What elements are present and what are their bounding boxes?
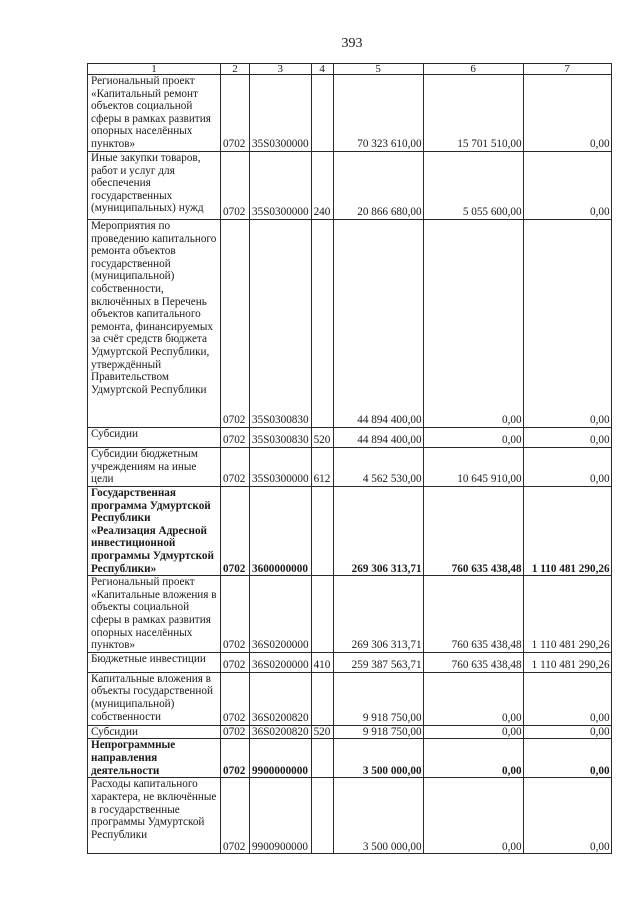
- amount-col7: 0,00: [523, 672, 611, 725]
- table-row: [88, 448, 612, 487]
- amount-col7: 1 110 481 290,26: [523, 487, 611, 576]
- amount-col6: 0,00: [423, 778, 523, 854]
- amount-col7: 0,00: [523, 739, 611, 778]
- amount-col5: 269 306 313,71: [333, 487, 423, 576]
- target-article-code: 35S0300830: [250, 428, 312, 448]
- expense-name: Государственная программа Удмуртской Республики «Реализация Адресной инвестиционной программы Удмуртской Республики»: [88, 487, 221, 576]
- amount-col6: 5 055 600,00: [423, 152, 523, 220]
- column-header: 2: [221, 64, 250, 75]
- expense-type-code: [311, 220, 333, 428]
- target-article-code: 9900900000: [250, 778, 312, 854]
- target-article-code: 36S0200820: [250, 725, 312, 739]
- amount-col5: 70 323 610,00: [333, 75, 423, 152]
- target-article-code: 36S0200000: [250, 652, 312, 672]
- table-row: [88, 672, 612, 725]
- section-code: 0702: [221, 152, 250, 220]
- expense-name: Региональный проект «Капитальные вложения в объекты социальной сферы в рамках развития опорных населённых пунктов»: [88, 576, 221, 653]
- expense-name: Непрограммные направления деятельности: [88, 739, 221, 778]
- expense-type-code: [311, 75, 333, 152]
- amount-col5: 3 500 000,00: [333, 778, 423, 854]
- target-article-code: 9900000000: [250, 739, 312, 778]
- expense-type-code: 612: [311, 448, 333, 487]
- table-header-row: [88, 64, 612, 75]
- expense-type-code: 520: [311, 428, 333, 448]
- amount-col5: 4 562 530,00: [333, 448, 423, 487]
- amount-col6: 15 701 510,00: [423, 75, 523, 152]
- expense-type-code: 240: [311, 152, 333, 220]
- amount-col6: 760 635 438,48: [423, 487, 523, 576]
- column-header: 1: [88, 64, 221, 75]
- amount-col7: 0,00: [523, 152, 611, 220]
- amount-col6: 0,00: [423, 672, 523, 725]
- amount-col5: 9 918 750,00: [333, 672, 423, 725]
- table-row: [88, 725, 612, 739]
- column-header: 4: [311, 64, 333, 75]
- amount-col6: 760 635 438,48: [423, 652, 523, 672]
- amount-col6: 760 635 438,48: [423, 576, 523, 653]
- expense-name: Капитальные вложения в объекты государственной (муниципальной) собственности: [88, 672, 221, 725]
- expense-type-code: 520: [311, 725, 333, 739]
- column-header: 3: [250, 64, 312, 75]
- amount-col5: 44 894 400,00: [333, 220, 423, 428]
- table-row: [88, 778, 612, 854]
- amount-col5: 269 306 313,71: [333, 576, 423, 653]
- column-header: 7: [523, 64, 611, 75]
- section-code: 0702: [221, 725, 250, 739]
- table-row: [88, 75, 612, 152]
- expense-type-code: [311, 576, 333, 653]
- section-code: 0702: [221, 75, 250, 152]
- amount-col7: 0,00: [523, 448, 611, 487]
- section-code: 0702: [221, 739, 250, 778]
- page-number: 393: [341, 36, 363, 51]
- expense-name: Региональный проект «Капитальный ремонт объектов социальной сферы в рамках развития опорных населённых пунктов»: [88, 75, 221, 152]
- amount-col6: 0,00: [423, 428, 523, 448]
- amount-col7: 1 110 481 290,26: [523, 576, 611, 653]
- table-row: [88, 576, 612, 653]
- budget-table: [87, 63, 612, 854]
- amount-col7: 0,00: [523, 220, 611, 428]
- expense-name: Иные закупки товаров, работ и услуг для обеспечения государственных (муниципальных) нужд: [88, 152, 221, 220]
- target-article-code: 36S0200000: [250, 576, 312, 653]
- expense-type-code: 410: [311, 652, 333, 672]
- amount-col6: 0,00: [423, 739, 523, 778]
- expense-name: Субсидии: [88, 725, 221, 739]
- expense-name: Бюджетные инвестиции: [88, 652, 221, 672]
- expense-name: Субсидии бюджетным учреждениям на иные цели: [88, 448, 221, 487]
- amount-col6: 10 645 910,00: [423, 448, 523, 487]
- amount-col6: 0,00: [423, 725, 523, 739]
- target-article-code: 3600000000: [250, 487, 312, 576]
- expense-name: Расходы капитального характера, не включённые в государственные программы Удмуртской Республики: [88, 778, 221, 854]
- amount-col5: 44 894 400,00: [333, 428, 423, 448]
- table-row: [88, 487, 612, 576]
- expense-name: Субсидии: [88, 428, 221, 448]
- section-code: 0702: [221, 576, 250, 653]
- table-row: [88, 739, 612, 778]
- amount-col7: 0,00: [523, 725, 611, 739]
- column-header: 6: [423, 64, 523, 75]
- amount-col7: 0,00: [523, 75, 611, 152]
- section-code: 0702: [221, 652, 250, 672]
- target-article-code: 35S0300000: [250, 448, 312, 487]
- amount-col7: 1 110 481 290,26: [523, 652, 611, 672]
- amount-col5: 9 918 750,00: [333, 725, 423, 739]
- section-code: 0702: [221, 672, 250, 725]
- table-row: [88, 652, 612, 672]
- table-row: [88, 220, 612, 428]
- table-row: [88, 428, 612, 448]
- section-code: 0702: [221, 448, 250, 487]
- amount-col7: 0,00: [523, 778, 611, 854]
- table-row: [88, 152, 612, 220]
- target-article-code: 36S0200820: [250, 672, 312, 725]
- expense-type-code: [311, 487, 333, 576]
- expense-type-code: [311, 739, 333, 778]
- amount-col5: 259 387 563,71: [333, 652, 423, 672]
- amount-col6: 0,00: [423, 220, 523, 428]
- column-header: 5: [333, 64, 423, 75]
- amount-col5: 3 500 000,00: [333, 739, 423, 778]
- section-code: 0702: [221, 778, 250, 854]
- expense-type-code: [311, 672, 333, 725]
- expense-name: Мероприятия по проведению капитального ремонта объектов государственной (муниципальной) собственности, включённых в Перечень объектов капитального ремонта, финансируемых за счёт средств бюджета Удмуртской Республики, утверждённый Правительством Удмуртской Республики: [88, 220, 221, 428]
- amount-col5: 20 866 680,00: [333, 152, 423, 220]
- section-code: 0702: [221, 487, 250, 576]
- amount-col7: 0,00: [523, 428, 611, 448]
- target-article-code: 35S0300830: [250, 220, 312, 428]
- section-code: 0702: [221, 428, 250, 448]
- section-code: 0702: [221, 220, 250, 428]
- target-article-code: 35S0300000: [250, 75, 312, 152]
- target-article-code: 35S0300000: [250, 152, 312, 220]
- expense-type-code: [311, 778, 333, 854]
